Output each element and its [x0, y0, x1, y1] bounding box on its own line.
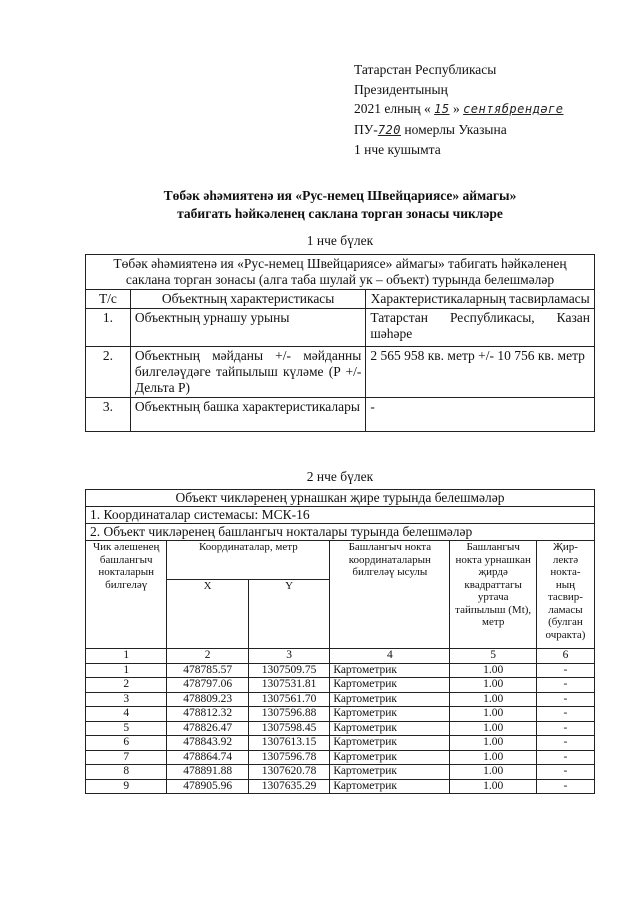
row-description: Татарстан Республикасы, Казан шәһәре [366, 309, 595, 347]
point-method: Картометрик [330, 663, 450, 678]
point-method: Картометрик [330, 692, 450, 707]
points-caption: 2. Объект чикләренең башлангыч нокталары турында белешмәләр [86, 524, 595, 541]
header-line-2: Президентының [354, 81, 448, 97]
header-coordinates: Координаталар, метр [167, 541, 330, 580]
point-description: - [536, 707, 594, 722]
table-row [86, 721, 595, 736]
point-number: 8 [86, 765, 167, 780]
table-row [86, 707, 595, 722]
point-y: 1307531.81 [248, 678, 329, 693]
point-x: 478826.47 [167, 721, 248, 736]
section-2-table-caption: Объект чикләренең урнашкан җире турында белешмәләр [86, 490, 595, 507]
header-line-1: Татарстан Республикасы [354, 62, 497, 77]
point-method: Картометрик [330, 736, 450, 751]
table-row [86, 398, 595, 432]
point-number: 3 [86, 692, 167, 707]
point-error: 1.00 [450, 750, 537, 765]
row-description: - [366, 398, 595, 432]
point-method: Картометрик [330, 779, 450, 794]
point-number: 1 [86, 663, 167, 678]
point-description: - [536, 678, 594, 693]
point-method: Картометрик [330, 765, 450, 780]
header-line-4 [354, 120, 564, 141]
appendix-header [354, 60, 564, 160]
column-index: 1 [86, 649, 167, 664]
column-index: 6 [536, 649, 594, 664]
point-error: 1.00 [450, 707, 537, 722]
row-characteristic: Объектның башка характеристикалары [130, 398, 365, 432]
point-y: 1307561.70 [248, 692, 329, 707]
point-method: Картометрик [330, 750, 450, 765]
point-description: - [536, 692, 594, 707]
point-y: 1307598.45 [248, 721, 329, 736]
point-x: 478864.74 [167, 750, 248, 765]
column-header-number: Т/с [86, 290, 131, 309]
header-error: Башлангыч нокта урнашкан җирдә квадраттагы уртача тайпылыш (Mt), метр [450, 541, 537, 649]
section-1-table [85, 254, 595, 432]
point-method: Картометрик [330, 721, 450, 736]
header-y: Y [248, 580, 329, 649]
section-1-table-caption: Төбәк әһәмиятенә ия «Рус-немец Швейцариясе» аймагы» табигать һәйкәленең саклана торган зонасы (алга таба шулай ук – объект) турында белешмәләр [86, 255, 595, 290]
point-y: 1307635.29 [248, 779, 329, 794]
point-method: Картометрик [330, 707, 450, 722]
header-date-mid: » [452, 101, 460, 116]
point-number: 2 [86, 678, 167, 693]
header-decree-prefix: ПУ- [354, 121, 378, 137]
row-number: 2. [86, 347, 131, 398]
table-row [86, 779, 595, 794]
column-index-row [86, 649, 595, 664]
column-index: 2 [167, 649, 248, 664]
point-x: 478809.23 [167, 692, 248, 707]
point-description: - [536, 721, 594, 736]
column-index: 5 [450, 649, 537, 664]
point-x: 478785.57 [167, 663, 248, 678]
point-number: 9 [86, 779, 167, 794]
point-number: 5 [86, 721, 167, 736]
row-number: 3. [86, 398, 131, 432]
header-line-3 [354, 99, 564, 120]
point-description: - [536, 663, 594, 678]
point-error: 1.00 [450, 736, 537, 751]
header-date-prefix: 2021 елның « [354, 101, 431, 116]
point-description: - [536, 736, 594, 751]
point-x: 478905.96 [167, 779, 248, 794]
point-y: 1307620.78 [248, 765, 329, 780]
header-point-id: Чик әлешенең башлангыч нокталарын билгеләү [86, 541, 167, 649]
column-header-characteristic: Объектның характеристикасы [130, 290, 365, 309]
header-line-5: 1 нче кушымта [354, 142, 441, 157]
section-2-heading: 2 нче бүлек [306, 469, 374, 484]
column-header-description: Характеристикаларның тасвирламасы [366, 290, 595, 309]
title-line-1: Төбәк әһәмиятенә ия «Рус-немец Швейцариясе» аймагы» [163, 188, 517, 203]
point-y: 1307596.88 [248, 707, 329, 722]
point-error: 1.00 [450, 779, 537, 794]
header-decree-suffix: номерлы Указына [404, 121, 507, 137]
row-number: 1. [86, 309, 131, 347]
point-description: - [536, 750, 594, 765]
point-y: 1307613.15 [248, 736, 329, 751]
point-description: - [536, 765, 594, 780]
point-x: 478891.88 [167, 765, 248, 780]
table-row [86, 663, 595, 678]
section-1-heading: 1 нче бүлек [306, 233, 374, 248]
handwritten-number: 720 [377, 122, 401, 137]
coordinate-system: 1. Координаталар системасы: МСК-16 [86, 507, 595, 524]
point-error: 1.00 [450, 663, 537, 678]
header-location-description: Җир-лектә нокта-ның тасвир-ламасы (булган очракта) [536, 541, 594, 649]
row-characteristic: Объектның урнашу урыны [130, 309, 365, 347]
point-number: 6 [86, 736, 167, 751]
point-error: 1.00 [450, 721, 537, 736]
point-number: 7 [86, 750, 167, 765]
table-row [86, 347, 595, 398]
header-method: Башлангыч нокта координаталарын билгеләү ысулы [330, 541, 450, 649]
handwritten-month: сентябрендәге [463, 102, 564, 116]
title-line-2: табигать һәйкәленең саклана торган зонасы чикләре [177, 206, 503, 221]
point-y: 1307509.75 [248, 663, 329, 678]
point-method: Картометрик [330, 678, 450, 693]
table-row [86, 309, 595, 347]
row-characteristic: Объектның мәйданы +/- мәйданны билгеләүдәге тайпылыш күләме (P +/- Дельта P) [130, 347, 365, 398]
point-y: 1307596.78 [248, 750, 329, 765]
table-row [86, 736, 595, 751]
header-x: X [167, 580, 248, 649]
point-error: 1.00 [450, 678, 537, 693]
point-x: 478797.06 [167, 678, 248, 693]
table-row [86, 692, 595, 707]
point-x: 478812.32 [167, 707, 248, 722]
point-number: 4 [86, 707, 167, 722]
point-description: - [536, 779, 594, 794]
point-error: 1.00 [450, 692, 537, 707]
point-x: 478843.92 [167, 736, 248, 751]
row-description: 2 565 958 кв. метр +/- 10 756 кв. метр [366, 347, 595, 398]
table-row [86, 678, 595, 693]
table-row [86, 750, 595, 765]
point-error: 1.00 [450, 765, 537, 780]
column-index: 3 [248, 649, 329, 664]
document-title [60, 187, 620, 223]
section-2-table [85, 489, 595, 794]
column-index: 4 [330, 649, 450, 664]
table-row [86, 765, 595, 780]
handwritten-day: 15 [434, 102, 450, 116]
